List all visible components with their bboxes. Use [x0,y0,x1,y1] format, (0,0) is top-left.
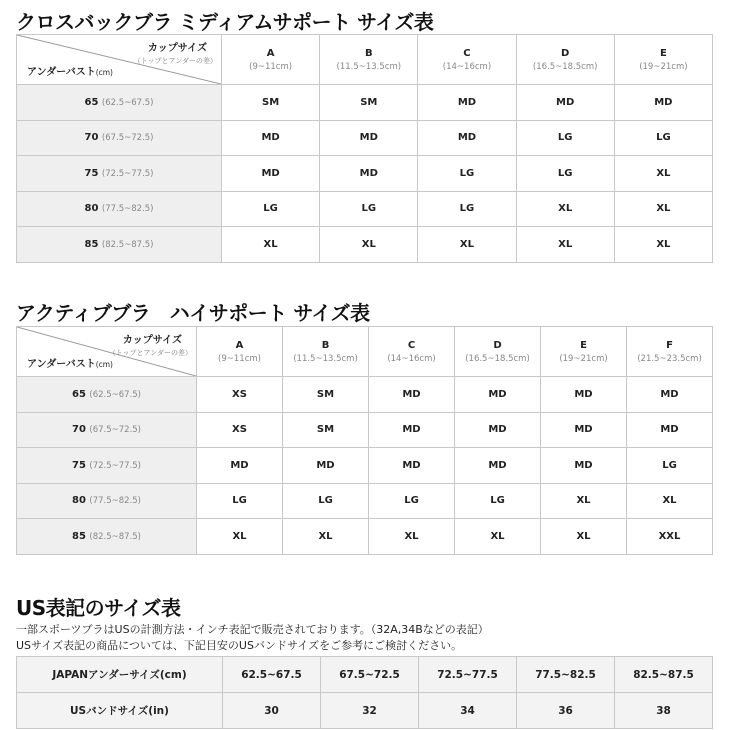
cup-size-note: （トップとアンダーの差） [108,349,192,357]
cup-range: (9~11cm) [249,61,293,72]
active-bra-size-table [16,326,713,555]
cup-range: (19~21cm) [639,61,688,72]
us-note-1: 一部スポーツブラはUSの計測方法・インチ表記で販売されております。（32A,34Bなどの表記） [16,623,489,636]
size-cell: LG [455,483,541,519]
size-cell: MD [283,448,369,484]
under-bust-unit: (cm) [95,68,113,77]
cup-range: (14~16cm) [442,61,492,72]
table-row [17,448,713,484]
size-cell: MD [455,412,541,448]
band-header [17,519,197,555]
cup-letter: D [561,47,570,59]
cup-column-header [222,35,320,85]
corner-header [17,35,222,85]
size-cell: SM [320,85,418,121]
band-header [17,227,222,263]
us-value-cell: 36 [517,693,615,729]
under-bust-text: アンダーバスト [27,67,96,78]
table-row [17,377,713,413]
band-range: (77.5~82.5) [89,496,141,507]
us-table-row [17,657,713,693]
size-cell: LG [516,120,614,156]
size-cell: XL [541,483,627,519]
band-size: 65 [71,388,86,400]
cup-range: (11.5~13.5cm) [293,353,358,364]
us-value-cell: 82.5~87.5 [615,657,713,693]
cup-size-label: カップサイズ [147,43,207,54]
cup-range: (16.5~18.5cm) [465,353,530,364]
us-value-cell: 38 [615,693,713,729]
size-cell: XL [369,519,455,555]
band-size: 85 [84,238,99,250]
band-header [17,412,197,448]
size-cell: MD [369,412,455,448]
cup-letter: F [666,339,673,351]
size-cell: LG [197,483,283,519]
us-size-title: US表記のサイズ表 [16,596,181,620]
band-size: 80 [84,203,99,215]
cup-letter: E [659,47,667,59]
us-row-label: JAPANアンダーサイズ(cm) [17,657,223,693]
size-cell: XL [222,227,320,263]
size-cell: XL [197,519,283,555]
size-cell: LG [283,483,369,519]
band-header [17,448,197,484]
band-header [17,377,197,413]
size-cell: LG [222,191,320,227]
cup-range: (14~16cm) [387,353,436,364]
cup-range: (9~11cm) [218,353,261,364]
cup-size-note: （トップとアンダーの差） [133,57,217,65]
cross-back-size-table [16,34,713,263]
band-range: (82.5~87.5) [89,531,141,542]
size-cell: XL [541,519,627,555]
size-cell: MD [627,377,713,413]
cup-column-header [627,327,713,377]
us-note-2: USサイズ表記の商品については、下記目安のUSバンドサイズをご参考にご検討ください。 [16,639,463,652]
size-cell: MD [320,156,418,192]
size-cell: XL [614,227,712,263]
size-cell: LG [320,191,418,227]
band-size: 65 [84,96,99,108]
cup-column-header [516,35,614,85]
cup-letter: E [580,339,587,351]
table-row [17,519,713,555]
size-cell: XL [283,519,369,555]
us-value-cell: 34 [419,693,517,729]
size-cell: MD [614,85,712,121]
us-table-row [17,693,713,729]
band-header [17,85,222,121]
size-cell: LG [418,191,516,227]
size-cell: MD [455,377,541,413]
size-cell: SM [283,412,369,448]
cup-range: (16.5~18.5cm) [532,61,598,72]
band-range: (62.5~67.5) [101,97,154,108]
size-cell: LG [418,156,516,192]
band-range: (62.5~67.5) [89,389,141,400]
size-cell: XXL [627,519,713,555]
band-range: (82.5~87.5) [101,239,154,250]
under-bust-unit: (cm) [95,360,113,369]
size-cell: MD [627,412,713,448]
us-band-size-table [16,656,713,729]
band-size: 75 [84,167,99,179]
size-cell: MD [418,85,516,121]
active-bra-title: アクティブブラ ハイサポート サイズ表 [16,301,370,325]
under-bust-label [27,63,113,78]
band-header [17,483,197,519]
under-bust-label [27,355,113,370]
us-value-cell: 77.5~82.5 [517,657,615,693]
band-size: 75 [71,459,86,471]
cup-column-header [320,35,418,85]
band-size: 70 [84,132,99,144]
size-cell: MD [541,412,627,448]
size-cell: XL [627,483,713,519]
size-cell: LG [516,156,614,192]
band-range: (72.5~77.5) [89,460,141,471]
size-cell: XS [197,412,283,448]
band-size: 80 [71,495,86,507]
cup-column-header [197,327,283,377]
table-row [17,85,713,121]
cup-column-header [614,35,712,85]
cup-letter: C [407,339,416,351]
header-row [17,35,713,85]
cup-range: (11.5~13.5cm) [336,61,402,72]
size-cell: MD [320,120,418,156]
size-cell: SM [283,377,369,413]
band-range: (67.5~72.5) [89,425,141,436]
us-value-cell: 72.5~77.5 [419,657,517,693]
size-cell: MD [369,448,455,484]
cup-column-header [369,327,455,377]
cup-column-header [455,327,541,377]
cup-letter: B [321,339,330,351]
table-row [17,120,713,156]
band-size: 70 [71,424,86,436]
size-cell: XL [320,227,418,263]
size-cell: XL [418,227,516,263]
cup-size-label: カップサイズ [122,335,182,346]
band-range: (72.5~77.5) [101,168,154,179]
cup-letter: D [493,339,502,351]
cross-back-title: クロスバックブラ ミディアムサポート サイズ表 [16,10,434,34]
cup-column-header [418,35,516,85]
band-header [17,120,222,156]
table-row [17,156,713,192]
header-row [17,327,713,377]
us-value-cell: 62.5~67.5 [223,657,321,693]
under-bust-text: アンダーバスト [27,359,96,370]
table-row [17,227,713,263]
size-cell: XL [455,519,541,555]
cup-column-header [283,327,369,377]
corner-header [17,327,197,377]
size-cell: MD [541,377,627,413]
band-range: (67.5~72.5) [101,133,154,144]
us-value-cell: 30 [223,693,321,729]
cup-letter: A [266,47,275,59]
cup-letter: B [364,47,373,59]
table-row [17,483,713,519]
cup-range: (19~21cm) [559,353,608,364]
cup-letter: A [235,339,244,351]
band-header [17,191,222,227]
size-cell: MD [516,85,614,121]
table-row [17,412,713,448]
table-row [17,191,713,227]
cup-range: (21.5~23.5cm) [637,353,702,364]
size-cell: XS [197,377,283,413]
cup-letter: C [463,47,471,59]
band-range: (77.5~82.5) [101,204,154,215]
size-cell: MD [418,120,516,156]
size-cell: XL [614,191,712,227]
size-cell: SM [222,85,320,121]
size-cell: XL [516,191,614,227]
us-row-label: USバンドサイズ(in) [17,693,223,729]
size-cell: XL [614,156,712,192]
us-value-cell: 32 [321,693,419,729]
size-cell: LG [614,120,712,156]
size-cell: MD [541,448,627,484]
size-cell: LG [369,483,455,519]
size-cell: XL [516,227,614,263]
size-cell: MD [455,448,541,484]
size-cell: MD [222,120,320,156]
size-cell: MD [369,377,455,413]
band-header [17,156,222,192]
cup-column-header [541,327,627,377]
size-cell: MD [222,156,320,192]
band-size: 85 [71,530,86,542]
size-cell: MD [197,448,283,484]
size-cell: LG [627,448,713,484]
us-value-cell: 67.5~72.5 [321,657,419,693]
